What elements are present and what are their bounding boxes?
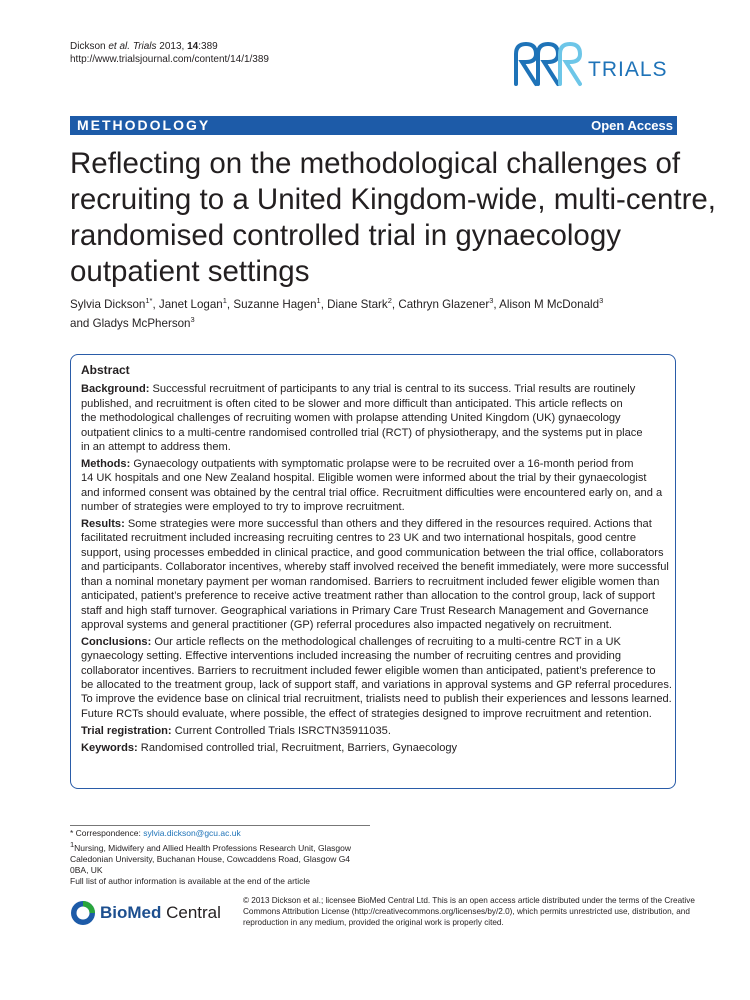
title-line: recruiting to a United Kingdom-wide, multi-centre, [70,183,717,216]
author-line [70,312,680,331]
abstract-line: support, using processes embedded in clinical practice, and good communication between the trial office, collaborators [81,546,664,559]
author-name: , Suzanne Hagen [226,297,317,311]
trials-logo-text: TRIALS [588,58,668,81]
abstract-box [70,354,676,789]
biomed-central-logo-icon [70,900,96,926]
article-title [70,146,717,290]
abstract-line [81,635,669,649]
abstract-text: Successful recruitment of participants to any trial is central to its success. Trial results are routinely [149,383,636,396]
abstract-line: than a nominal monetary payment per woman randomised. Barriers to recruitment included fewer eligible women than [81,575,660,588]
biomed-central-wordmark [100,903,221,923]
affiliation-text: Nursing, Midwifery and Allied Health Professions Research Unit, Glasgow [74,842,352,853]
abstract-text: Randomised controlled trial, Recruitment, Barriers, Gynaecology [137,741,458,754]
abstract-conclusions [81,635,672,721]
section-label: Keywords: [81,741,138,754]
affiliation-line: Caledonian University, Buchanan House, Cowcaddens Road, Glasgow G4 [70,853,351,864]
abstract-heading: Abstract [81,363,130,377]
title-line: randomised controlled trial in gynaecology [70,219,621,252]
abstract-line: and participants. Collaborator incentives, whereby staff involved received the benefit immediately, were more successful [81,561,669,574]
abstract-line: anticipated, patient’s preference to receive active treatment rather than allocation to the control group, lack of support [81,590,655,603]
abstract-line: collaborator incentives. Barriers to recruitment included fewer eligible women than anticipated, patient’s preference to [81,664,656,677]
license-line: © 2013 Dickson et al.; licensee BioMed Central Ltd. This is an open access article distributed under the terms of the Creative [243,896,695,905]
open-access-badge: Open Access [591,118,673,133]
correspondence-email[interactable]: sylvia.dickson@gcu.ac.uk [143,828,241,838]
abstract-methods [81,457,669,515]
abstract-line: gynaecology setting. Effective interventions included increasing the number of recruiting centres and providing [81,650,622,663]
author-affiliation: 2 [387,296,392,305]
license-line: Commons Attribution License (http://creativecommons.org/licenses/by/2.0), which permits unrestricted use, distribution, and [243,907,690,916]
abstract-line: facilitated recruitment included increasing recruiting centres to 23 UK and two international hospitals, good centre [81,532,636,545]
abstract-line [81,517,669,531]
title-line: outpatient settings [70,255,310,288]
abstract-content [81,363,672,758]
central-text: Central [161,903,221,922]
author-affiliation: 1* [145,296,153,305]
citation [70,40,269,53]
abstract-text: Gynaecology outpatients with symptomatic prolapse were to be recruited over a 16-month period from [130,457,634,470]
author-list [70,293,680,331]
abstract-line: 14 UK hospitals and one New Zealand hospital. Eligible women were informed about the trial by their gynaecologist [81,472,647,485]
abstract-results [81,517,669,632]
author-affiliation: 3 [190,314,195,324]
license-text [243,895,695,928]
title-line: Reflecting on the methodological challenges of [70,147,681,180]
correspondence-label: * Correspondence: [70,828,144,838]
author-name: and Gladys McPherson [70,316,191,330]
affiliation-line [70,839,390,854]
author-line [70,293,680,312]
abstract-line: number of strategies were employed to try to improve recruitment. [81,501,405,514]
abstract-keywords [81,741,669,755]
footnotes [70,828,390,887]
footnote-divider [70,825,370,826]
citation-journal: Trials [130,41,157,52]
author-affiliation: 1 [316,296,321,305]
section-bar [70,116,677,135]
trials-logo [510,40,685,90]
citation-etal: et al. [108,41,131,52]
abstract-line: and informed consent was obtained by the central trial office. Recruitment difficulties were encountered early on, and a [81,486,663,499]
author-affiliation: 1 [222,296,227,305]
author-name: , Diane Stark [320,297,388,311]
abstract-trial-registration [81,724,669,738]
abstract-line: the methodological challenges of recruiting women with prolapse attending United Kingdom (UK) gynaecology [81,412,621,425]
abstract-line: To improve the evidence base on clinical trial recruitment, trialists need to publish their experiences and lessons learned. [81,693,672,706]
author-name: Sylvia Dickson [70,297,146,311]
abstract-text: Some strategies were more successful than others and they differed in the resources required. Actions that [124,518,652,531]
abstract-line [81,382,669,396]
abstract-line: be allocated to the treatment group, lack of support staff, and variations in approval systems and GP referral procedures. [81,679,672,692]
section-label: Background: [81,383,150,396]
biomed-text: BioMed [100,903,162,922]
affiliation-number: 1 [70,840,75,849]
license-line: reproduction in any medium, provided the original work is properly cited. [243,918,504,927]
abstract-line: outpatient clinics to a multi-centre randomised controlled trial (RCT) of physiotherapy, and the systems put in place [81,426,643,439]
section-label: Conclusions: [81,635,152,648]
citation-volume: 14 [187,41,199,52]
section-label: Methods: [81,457,131,470]
citation-author: Dickson [70,41,109,52]
abstract-text: Current Controlled Trials ISRCTN35911035. [171,724,391,737]
abstract-line [81,457,669,471]
section-label: Trial registration: [81,724,172,737]
abstract-text: Our article reflects on the methodological challenges of recruiting to a multi-centre RCT in a UK [151,635,621,648]
abstract-background [81,382,669,454]
abstract-line: approval systems and general practitioner (GP) referral procedures also impacted negatively on recruitment. [81,618,612,631]
author-name: , Janet Logan [152,297,223,311]
running-header [70,40,269,66]
author-affiliation: 3 [599,296,604,305]
abstract-line [81,741,669,755]
citation-article: :389 [198,41,218,52]
author-name: , Alison M McDonald [493,297,600,311]
abstract-line: published, and recruitment is often cited to be slower and more difficult than anticipated. This article reflects on [81,397,623,410]
trials-logo-icon [510,40,582,88]
section-label: Results: [81,518,125,531]
biomed-central-logo [70,900,220,926]
author-info-note: Full list of author information is available at the end of the article [70,875,311,886]
abstract-line [81,724,669,738]
affiliation-line: 0BA, UK [70,864,103,875]
article-type: METHODOLOGY [77,117,211,133]
citation-year: 2013, [156,41,188,52]
correspondence [70,828,390,839]
abstract-line: Future RCTs should evaluate, where possible, the effect of strategies designed to improve recruitment and retention. [81,707,652,720]
author-name: , Cathryn Glazener [391,297,490,311]
author-affiliation: 3 [489,296,494,305]
article-url[interactable]: http://www.trialsjournal.com/content/14/1/389 [70,54,269,65]
abstract-line: staff and high staff turnover. Geographical variations in Primary Care Trust Research Management and Governance [81,604,649,617]
abstract-line: in an attempt to address them. [81,441,231,454]
